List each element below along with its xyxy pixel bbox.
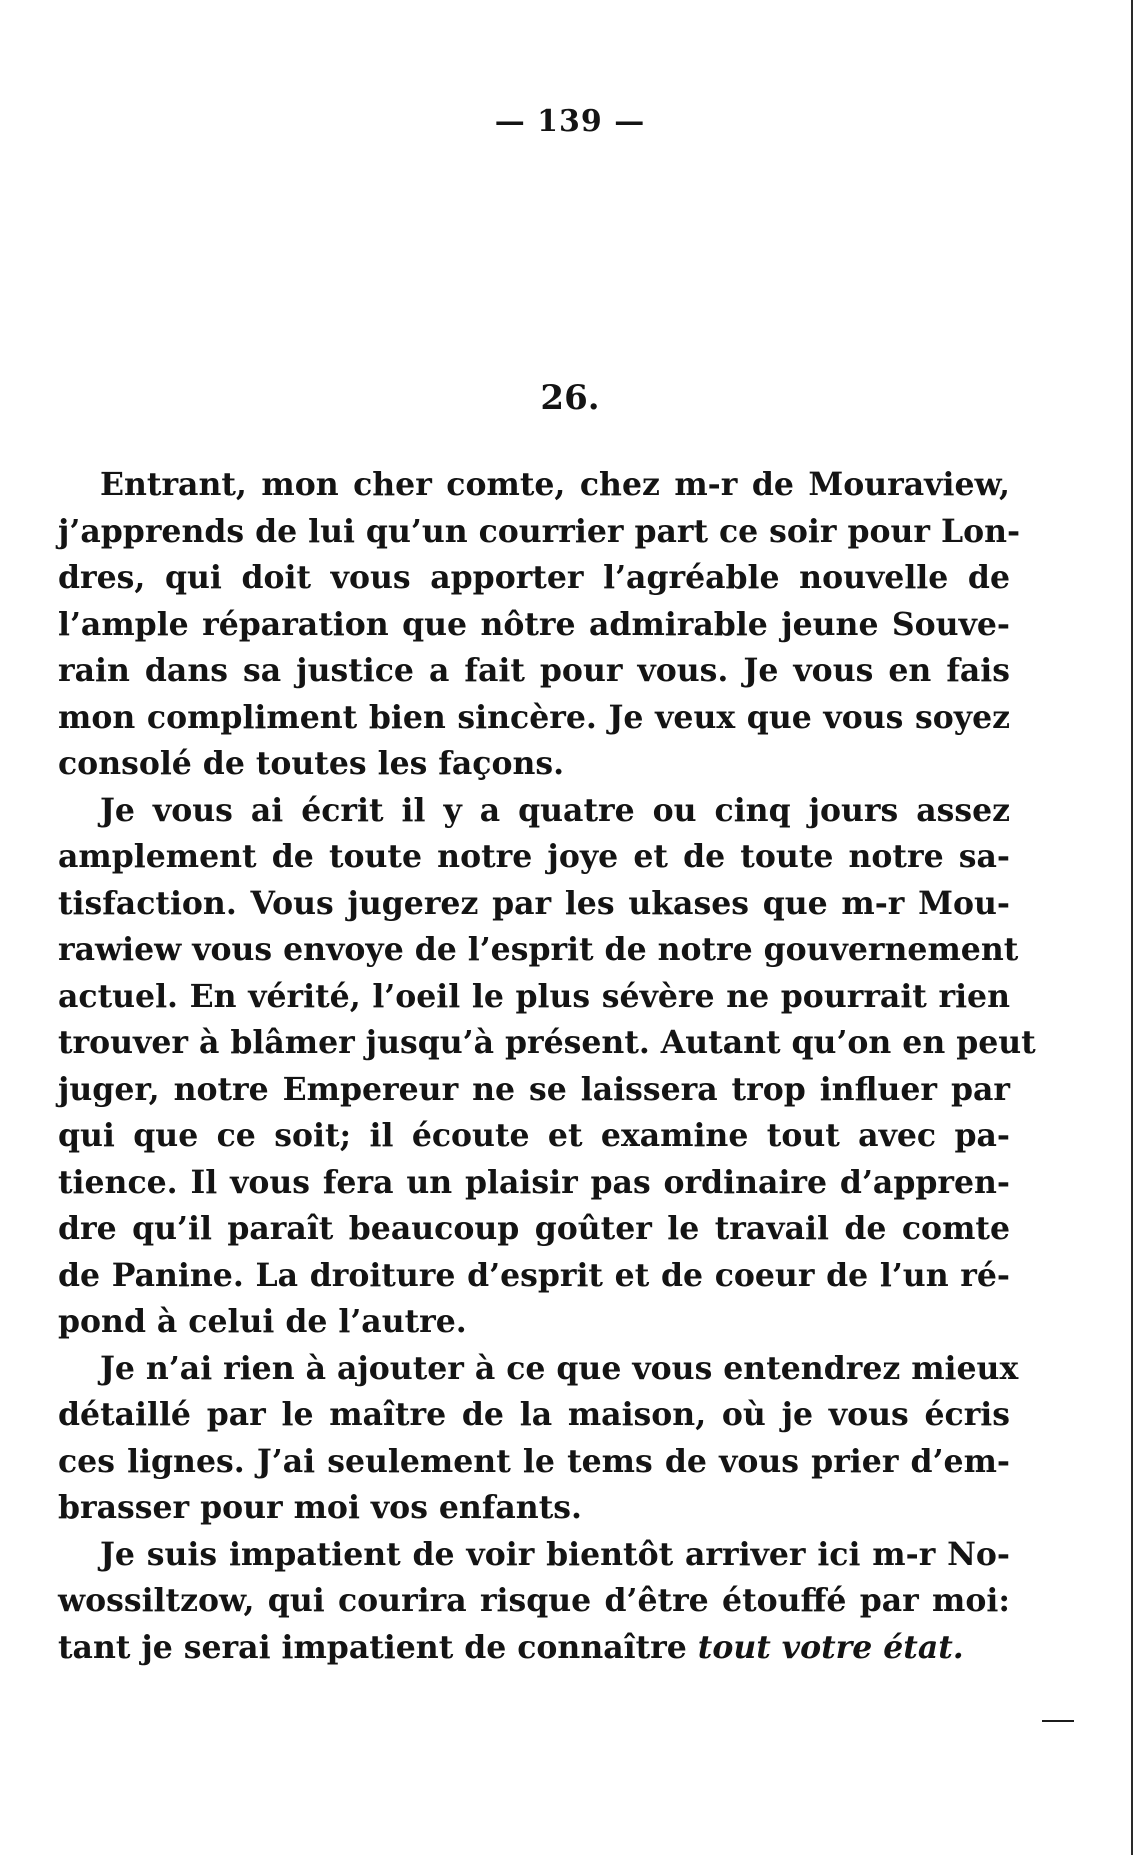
final-text-line: [58, 1625, 1010, 1672]
text-line: dre qu’il paraît beaucoup goûter le travail de comte: [58, 1210, 1010, 1247]
text-line: j’apprends de lui qu’un courrier part ce soir pour Lon-: [58, 512, 1021, 550]
text-line: mon compliment bien sincère. Je veux que vous soyez: [58, 698, 1010, 736]
text-line: wossiltzow, qui courira risque d’être étouffé par moi:: [58, 1582, 1010, 1619]
text-line: dres, qui doit vous apporter l’agréable nouvelle de: [58, 559, 1010, 596]
text-line: de Panine. La droiture d’esprit et de coeur de l’un ré-: [58, 1256, 1010, 1294]
text-line-start: tant je serai impatient de connaître: [58, 1628, 687, 1666]
page-edge-line: [1131, 0, 1133, 1855]
text-line: actuel. En vérité, l’oeil le plus sévère ne pourrait rien: [58, 977, 1010, 1015]
text-line: rawiew vous envoye de l’esprit de notre gouvernement: [58, 931, 1019, 968]
text-line: qui que ce soit; il écoute et examine tout avec pa-: [58, 1117, 1010, 1154]
footer-rule: [1042, 1720, 1074, 1722]
text-line: tience. Il vous fera un plaisir pas ordinaire d’appren-: [58, 1163, 1010, 1201]
text-line: trouver à blâmer jusqu’à présent. Autant qu’on en peut: [58, 1024, 1036, 1061]
text-line: Entrant, mon cher comte, chez m-r de Mouraview,: [100, 466, 1010, 503]
text-line: Je suis impatient de voir bientôt arriver ici m-r No-: [100, 1535, 1010, 1573]
text-line: détaillé par le maître de la maison, où je vous écris: [58, 1396, 1010, 1433]
text-line: l’ample réparation que nôtre admirable jeune Souve-: [58, 605, 1010, 643]
page-number: — 139 —: [494, 104, 646, 139]
letter-number: 26.: [540, 378, 600, 418]
text-line: brasser pour moi vos enfants.: [58, 1489, 582, 1526]
text-line: tisfaction. Vous jugerez par les ukases que m-r Mou-: [58, 884, 1010, 922]
text-line: amplement de toute notre joye et de toute notre sa-: [58, 838, 1010, 875]
text-line: juger, notre Empereur ne se laissera trop influer par: [58, 1070, 1010, 1108]
text-line: ces lignes. J’ai seulement le tems de vous prier d’em-: [58, 1442, 1010, 1480]
letter-body: [58, 462, 1036, 1671]
text-line: rain dans sa justice a fait pour vous. Je vous en fais: [58, 652, 1010, 689]
italic-phrase: tout votre état.: [697, 1628, 964, 1666]
text-line: Je vous ai écrit il y a quatre ou cinq jours assez: [100, 791, 1010, 829]
text-line: consolé de toutes les façons.: [58, 745, 565, 782]
text-line: pond à celui de l’autre.: [58, 1303, 467, 1340]
text-line: Je n’ai rien à ajouter à ce que vous entendrez mieux: [100, 1349, 1019, 1387]
